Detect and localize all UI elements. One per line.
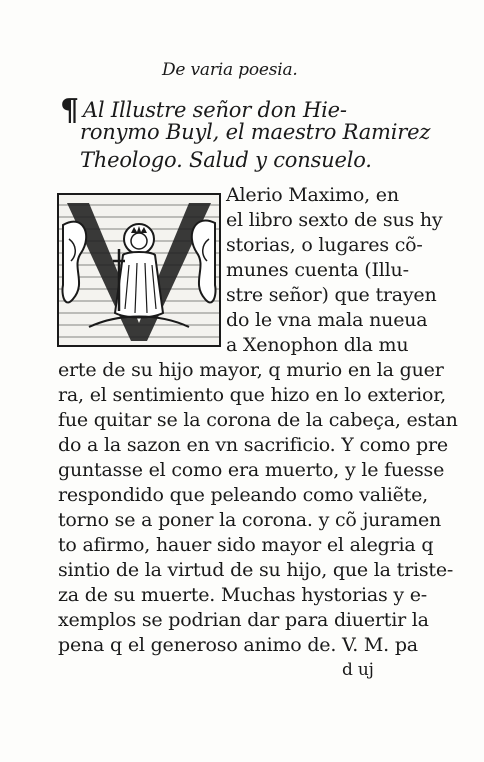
body-line-11: do a la sazon en vn sacrificio. Y como pre xyxy=(58,434,448,456)
body-line-19: pena q el generoso animo de. V. M. pa xyxy=(58,634,418,656)
body-line-16: sintio de la virtud de su hijo, que la triste- xyxy=(58,559,454,581)
body-line-14: torno se a poner la corona. y cõ juramen xyxy=(58,509,442,531)
body-line-10: fue quitar se la corona de la cabeça, estan xyxy=(58,409,458,431)
woodcut-illustration xyxy=(59,195,219,345)
heading-line-2: ronymo Buyl, el maestro Ramirez xyxy=(80,120,431,144)
catchword-signature: d uj xyxy=(342,660,374,680)
pilcrow-mark: ¶ xyxy=(60,93,79,128)
body-line-8: erte de su hijo mayor, q murio en la guer xyxy=(58,359,444,381)
body-line-18: xemplos se podrian dar para diuertir la xyxy=(58,609,429,631)
body-line-6: do le vna mala nueua xyxy=(226,309,428,331)
body-line-2: el libro sexto de sus hy xyxy=(226,209,443,231)
heading-line-1-text: Al Illustre señor don Hie- xyxy=(82,98,347,122)
body-line-13: respondido que peleando como valiẽte, xyxy=(58,484,428,506)
body-line-12: guntasse el como era muerto, y le fuesse xyxy=(58,459,445,481)
body-line-15: to afirmo, hauer sido mayor el alegria q xyxy=(58,534,434,556)
body-line-5: stre señor) que trayen xyxy=(226,284,437,306)
body-line-3: storias, o lugares cõ- xyxy=(226,234,423,256)
body-line-9: ra, el sentimiento que hizo en lo exterior, xyxy=(58,384,446,406)
historiated-initial-v-icon xyxy=(57,193,221,347)
body-line-4: munes cuenta (Illu- xyxy=(226,259,409,281)
body-line-17: za de su muerte. Muchas hystorias y e- xyxy=(58,584,427,606)
heading-line-3: Theologo. Salud y consuelo. xyxy=(80,148,372,172)
body-line-1: Alerio Maximo, en xyxy=(226,184,399,206)
running-head: De varia poesia. xyxy=(162,60,298,80)
body-line-7: a Xenophon dla mu xyxy=(226,334,409,356)
